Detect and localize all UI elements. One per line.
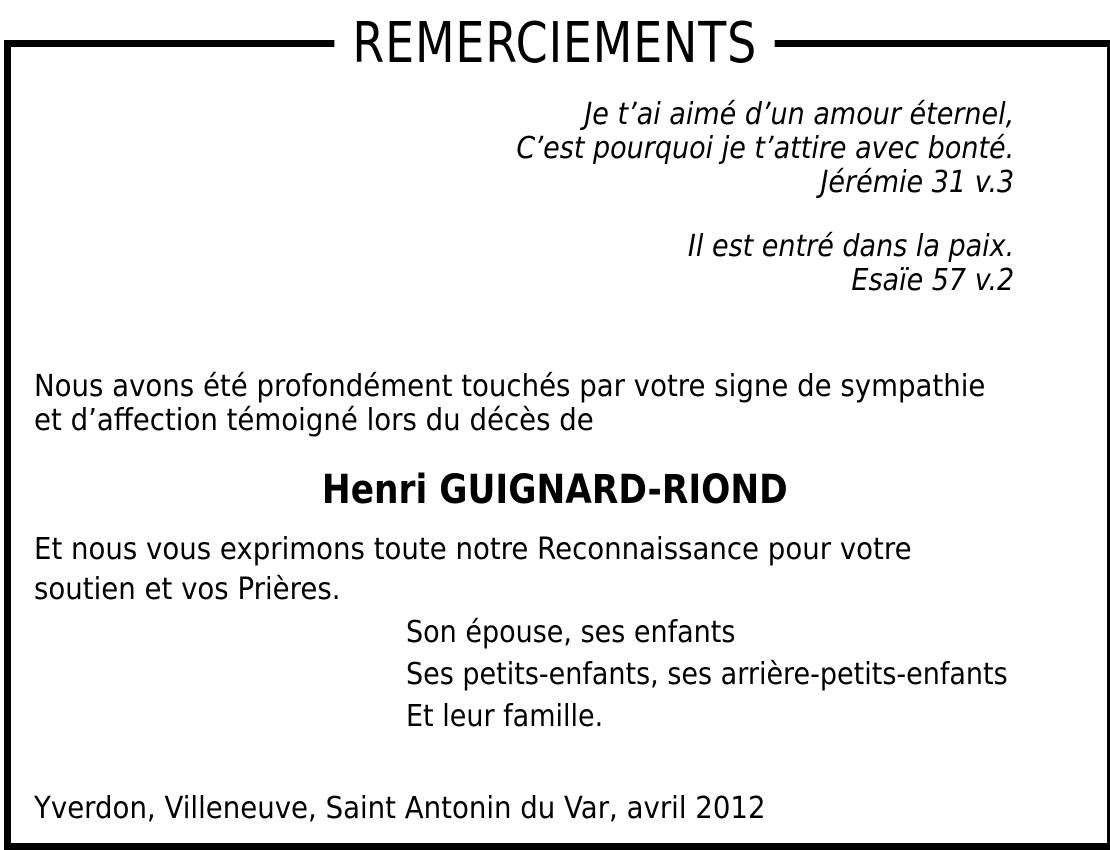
place-date: Yverdon, Villeneuve, Saint Antonin du Var, avril 2012 <box>34 791 766 826</box>
thanks-line: soutien et vos Prières. <box>34 572 341 607</box>
quote-line: C’est pourquoi je t’attire avec bonté. <box>516 131 1014 166</box>
signature-line: Ses petits-enfants, ses arrière-petits-enfants <box>406 657 1008 692</box>
thanks-paragraph <box>34 530 912 610</box>
quote-reference: Esaïe 57 v.2 <box>851 263 1014 298</box>
scripture-quotes <box>461 98 1014 298</box>
signature-line: Et leur famille. <box>406 699 604 734</box>
intro-paragraph <box>34 370 985 438</box>
notice-title: REMERCIEMENTS <box>335 8 776 80</box>
thanks-line: Et nous vous exprimons toute notre Reconnaissance pour votre <box>34 532 912 567</box>
quote-line: Je t’ai aimé d’un amour éternel, <box>584 97 1014 132</box>
signature-line: Son épouse, ses enfants <box>406 615 736 650</box>
quote-reference: Jérémie 31 v.3 <box>820 165 1014 200</box>
family-signatures <box>406 612 1008 738</box>
intro-line: et d’affection témoigné lors du décès de <box>34 403 594 438</box>
deceased-name-row <box>0 466 1110 514</box>
intro-line: Nous avons été profondément touchés par votre signe de sympathie <box>34 369 986 404</box>
quote-line: Il est entré dans la paix. <box>687 229 1014 264</box>
title-wrap <box>0 8 1110 80</box>
deceased-name: Henri GUIGNARD-RIOND <box>322 467 788 513</box>
quote-gap <box>516 200 1014 230</box>
